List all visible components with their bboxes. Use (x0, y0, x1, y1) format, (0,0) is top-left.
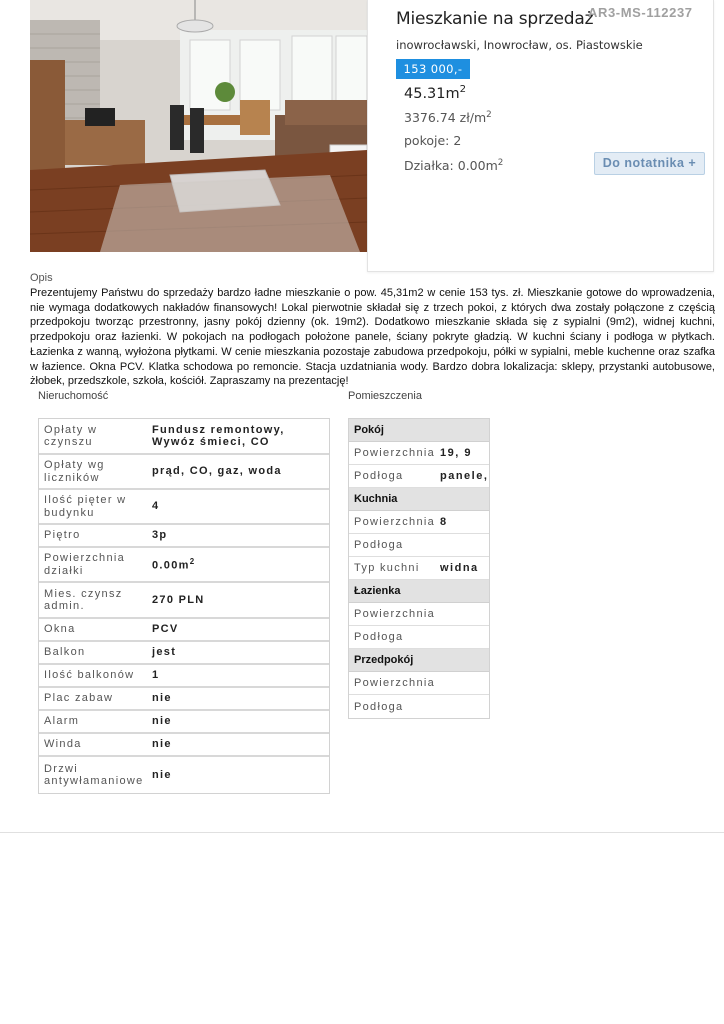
plot-area (404, 158, 503, 173)
room-value: 19, 9 (440, 447, 472, 459)
property-value: jest (152, 646, 177, 659)
table-row (349, 534, 489, 557)
property-value: nie (152, 715, 172, 728)
room-key: Podłoga (354, 470, 404, 482)
listing-location: inowrocławski, Inowrocław, os. Piastowskie (396, 38, 643, 52)
table-row (349, 695, 489, 718)
table-row (39, 711, 329, 734)
area-unit-exponent: 2 (459, 84, 467, 95)
property-key: Opłaty w czynszu (44, 423, 98, 448)
property-key: Ilość pięter w budynku (44, 494, 127, 519)
room-key: Powierzchnia (354, 516, 436, 528)
table-row (349, 603, 489, 626)
plot-area-value: Działka: 0.00m (404, 158, 498, 174)
listing-title: Mieszkanie na sprzedaż (396, 9, 594, 29)
plot-value: 0.00m (152, 560, 190, 573)
table-row (349, 557, 489, 580)
property-key: Okna (44, 623, 76, 636)
property-value (145, 556, 329, 572)
table-row (349, 465, 489, 488)
room-key: Podłoga (354, 539, 404, 551)
room-value: panele, (440, 470, 489, 482)
table-row (349, 672, 489, 695)
property-value: Fundusz remontowy, Wywóz śmieci, CO (152, 423, 285, 448)
property-value: 270 PLN (152, 593, 205, 606)
property-key: Mies. czynsz admin. (44, 587, 123, 612)
room-group-header: Łazienka (349, 580, 489, 603)
property-value: 3p (152, 529, 168, 542)
room-key: Podłoga (354, 631, 404, 643)
table-row (39, 548, 329, 583)
price-per-meter (404, 110, 492, 125)
room-value: 8 (440, 516, 448, 528)
listing-reference: AR3-MS-112237 (588, 5, 693, 20)
property-value: 1 (152, 669, 160, 682)
table-row (39, 583, 329, 619)
description-text: Prezentujemy Państwu do sprzedaży bardzo ładne mieszkanie o pow. 45,31m2 w cenie 153 tys. zł. Mieszkanie gotowe do wprowadzenia, nie wymaga dodatkowych nakładów finansowych! Lokal pierwotnie składał się z trzech pokoi, z których dwa zostały połączone z częścią przedpokoju tworząc przestronny, jasny pokój dzienny (ok. 19m2). Dodatkowo mieszkanie składa się z sypialni (9m2), widnej kuchni, przedpokoju oraz łazienki. W pokojach na podłogach położone panele, ściany pokryte gładzią. W kuchni ściany i podłoga w płytkach. Łazienka z wanną, wyłożona płytkami. W cenie mieszkania pozostaje zabudowa przedpokoju, półki w sypialni, meble kuchenne oraz szafka w łazience. Okna PCV. Klatka schodowa po remoncie. Stacja uzdatniania wody. Bardzo dobra lokalizacja: sklepy, przystanki autobusowe, żłobek, przedszkole, szkoła, kościół. Zapraszamy na prezentację! (30, 287, 715, 388)
property-key: Winda (44, 738, 82, 751)
rooms-details-table (348, 418, 490, 719)
area-value: 45.31m (404, 85, 460, 102)
add-to-notebook-button[interactable]: Do notatnika + (594, 152, 705, 175)
property-key: Opłaty wg liczników (44, 459, 105, 484)
room-group-header: Pokój (349, 419, 489, 442)
listing-photo[interactable] (30, 0, 367, 252)
property-key: Plac zabaw (44, 692, 114, 705)
property-key: Alarm (44, 715, 80, 728)
room-value: widna (440, 562, 479, 574)
property-details-table (38, 418, 330, 794)
table-row (349, 442, 489, 465)
property-value: prąd, CO, gaz, woda (152, 465, 282, 478)
table-row (39, 734, 329, 757)
room-key: Typ kuchni (354, 562, 420, 574)
table-row (39, 642, 329, 665)
listing-area (404, 84, 466, 102)
table-row (39, 525, 329, 548)
table-row (39, 619, 329, 642)
room-group-header: Kuchnia (349, 488, 489, 511)
living-room-image (30, 0, 367, 252)
property-key: Balkon (44, 646, 86, 659)
property-key: Piętro (44, 529, 81, 542)
room-key: Podłoga (354, 700, 404, 713)
description-label: Opis (30, 272, 53, 284)
property-value: nie (152, 692, 172, 705)
property-value: nie (152, 768, 172, 781)
table-row (39, 665, 329, 688)
property-value: 4 (152, 500, 160, 513)
listing-summary-card (367, 0, 714, 272)
footer-divider (0, 832, 724, 833)
plot-unit-exponent: 2 (189, 557, 196, 567)
property-value: PCV (152, 623, 179, 636)
price-per-meter-value: 3376.74 zł/m (404, 110, 487, 126)
table-row (39, 757, 329, 793)
property-section-label: Nieruchomość (38, 390, 109, 402)
table-row (39, 490, 329, 525)
rooms-section-label: Pomieszczenia (348, 390, 422, 402)
table-row (39, 419, 329, 455)
price-badge: 153 000,- (396, 59, 470, 79)
table-row (39, 455, 329, 490)
table-row (349, 626, 489, 649)
room-key: Powierzchnia (354, 677, 436, 689)
property-key: Ilość balkonów (44, 669, 135, 682)
room-group-header: Przedpokój (349, 649, 489, 672)
plot-area-exponent: 2 (497, 158, 504, 168)
table-row (39, 688, 329, 711)
room-key: Powierzchnia (354, 608, 436, 620)
property-key: Powierzchnia działki (44, 552, 126, 577)
property-key: Drzwi antywłamaniowe (44, 762, 144, 787)
property-value: nie (152, 738, 172, 751)
price-per-meter-exponent: 2 (486, 110, 492, 120)
room-count: pokoje: 2 (404, 133, 462, 148)
table-row (349, 511, 489, 534)
room-key: Powierzchnia (354, 447, 436, 459)
